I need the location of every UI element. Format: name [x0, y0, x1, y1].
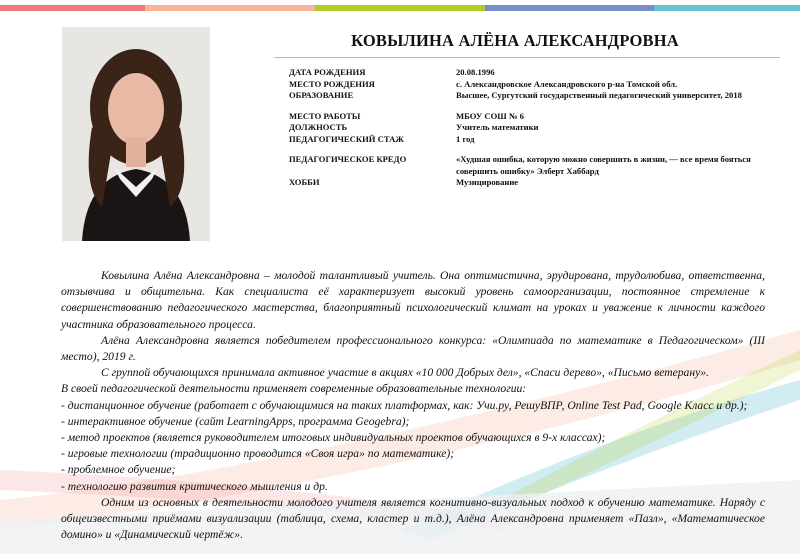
- page-title: КОВЫЛИНА АЛЁНА АЛЕКСАНДРОВНА: [351, 31, 679, 50]
- bio-paragraph: В своей педагогической деятельности применяет современные образовательные технологии:: [61, 382, 527, 396]
- info-label: ОБРАЗОВАНИЕ: [289, 90, 354, 100]
- info-label: ПЕДАГОГИЧЕСКОЕ КРЕДО: [289, 154, 407, 164]
- info-value: МБОУ СОШ № 6: [456, 110, 524, 121]
- info-value: Музицирование: [456, 177, 519, 187]
- info-label: ХОББИ: [289, 177, 320, 187]
- info-value: с. Александровское Александровского р-на Томской обл.: [456, 78, 678, 89]
- bio-list-item: - игровые технологии (традиционно проводится «Своя игра» по математике);: [61, 447, 455, 461]
- info-value: Учитель математики: [456, 122, 539, 132]
- biography-text: [61, 268, 765, 543]
- info-label: МЕСТО РАБОТЫ: [289, 110, 361, 121]
- info-label: ДАТА РОЖДЕНИЯ: [289, 67, 366, 77]
- info-label: ДОЛЖНОСТЬ: [289, 122, 348, 132]
- bio-paragraph: Одним из основных в деятельности молодого учителя является когнитивно-визуальных подход к обучению математике. Наряду с общеизвестными приёмами визуализации (таблица, схема, кластер и т.д.), Алёна Александровна применяет «Пазл», «Математическое домино» и «Динамический чертёж».: [61, 495, 765, 542]
- info-value: «Худшая ошибка, которую можно совершить в жизни, — все время бояться совершить ошибку» Элберт Хаббард: [456, 154, 751, 176]
- info-label: ПЕДАГОГИЧЕСКИЙ СТАЖ: [289, 133, 404, 144]
- bio-paragraph: Алёна Александровна является победителем профессионального конкурса: «Олимпиада по математике в Педагогическом» (III место), 2019 г.: [61, 333, 765, 364]
- bio-list-item: - технологию развития критического мышления и др.: [61, 479, 328, 493]
- bio-list-item: - интерактивное обучение (сайт LearningApps, программа Geogebra);: [61, 414, 410, 428]
- info-value: 20.08.1996: [456, 67, 495, 77]
- info-label: МЕСТО РОЖДЕНИЯ: [289, 78, 375, 89]
- bio-list-item: - дистанционное обучение (работает с обучающимися на таких платформах, как: Учи.ру, РешуВПР, Online Test Pad, Google Класс и др.);: [61, 398, 748, 412]
- bio-list-item: - метод проектов (является руководителем итоговых индивидуальных проектов обучающихся в 9-х классах);: [61, 431, 606, 445]
- bio-paragraph: С группой обучающихся принимала активное участие в акциях «10 000 Добрых дел», «Спаси дерево», «Письмо ветерану».: [101, 366, 709, 380]
- info-value: 1 год: [456, 133, 475, 144]
- bio-list-item: - проблемное обучение;: [61, 463, 176, 477]
- info-value: Высшее, Сургутский государственный педагогический университет, 2018: [456, 90, 742, 100]
- bio-paragraph: Ковылина Алёна Александровна – молодой талантливый учитель. Она оптимистична, эрудирована, трудолюбива, ответственна, отзывчива и общительна. Как специалиста её характеризует высокий уровень самоорганизации, постоянное стремление к совершенствованию педагогического мастерства, благоприятный психологический климат на уроках и уважение к личности каждого участника образовательного процесса.: [61, 269, 765, 331]
